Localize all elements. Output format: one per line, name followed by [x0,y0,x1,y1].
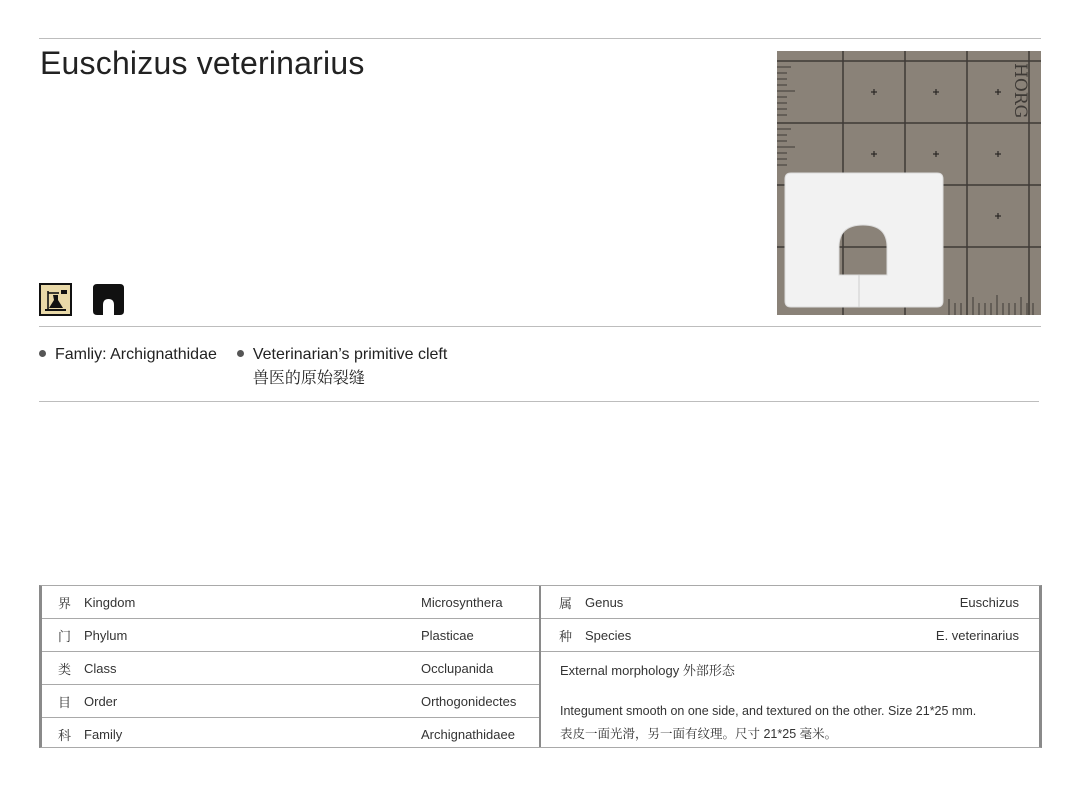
taxonomy-table [39,585,1042,748]
bottom-divider [39,401,1039,402]
table-row-species [541,619,1039,652]
family-tag-label: Famliy: Archignathidae [55,346,217,363]
rank-zh: 门 [58,628,72,644]
rank-en: Order [84,693,118,709]
rank-en: Genus [585,594,624,610]
rank-zh: 科 [58,728,72,743]
ruler-text: HORG [1010,63,1030,119]
table-row-order [42,685,539,718]
taxonomy-right-column [541,586,1039,747]
cleft-silhouette-icon [92,283,125,316]
family-tag [39,343,217,391]
rank-zh: 目 [58,694,72,710]
icon-row [39,283,125,316]
table-row-family [42,718,539,751]
common-name-tag [237,343,447,391]
rank-value: Orthogonidectes [421,693,517,709]
table-row-phylum [42,619,539,652]
rank-value: Euschizus [959,594,1019,610]
bullet-dot [237,350,244,357]
taxonomy-left-column [42,586,541,747]
rank-en: Family [84,727,123,742]
morphology-block [541,652,1039,749]
rank-zh: 种 [559,628,573,644]
table-row-genus [541,586,1039,619]
rank-value: Microsynthera [421,594,503,610]
rank-zh: 类 [58,661,72,677]
morphology-title: External morphology 外部形态 [560,663,735,678]
common-name-label: Veterinarian’s primitive cleft [252,346,448,363]
page-title: Euschizus veterinarius [40,45,365,81]
rank-zh: 界 [58,595,72,611]
rank-value: Occlupanida [421,660,494,676]
morphology-description-zh: 表皮一面光滑，另一面有纹理。尺寸 21*25 毫米。 [560,727,838,741]
table-row-class [42,652,539,685]
rank-value: Archignathidaee [421,727,515,742]
middle-divider [39,326,1041,327]
rank-en: Phylum [84,627,128,643]
tag-list [39,343,447,391]
table-row-kingdom [42,586,539,619]
rank-zh: 属 [559,595,573,611]
rank-value: Plasticae [421,627,474,643]
rank-en: Species [585,627,632,643]
rank-en: Kingdom [84,594,136,610]
chemistry-flask-icon [39,283,72,316]
common-name-zh-label: 兽医的原始裂缝 [252,370,365,387]
bullet-dot [39,350,46,357]
rank-value: E. veterinarius [935,627,1019,643]
specimen-photo [777,51,1041,315]
top-divider [39,38,1041,39]
rank-en: Class [84,660,117,676]
morphology-description-en: Integument smooth on one side, and textured on the other. Size 21*25 mm. [560,704,977,718]
